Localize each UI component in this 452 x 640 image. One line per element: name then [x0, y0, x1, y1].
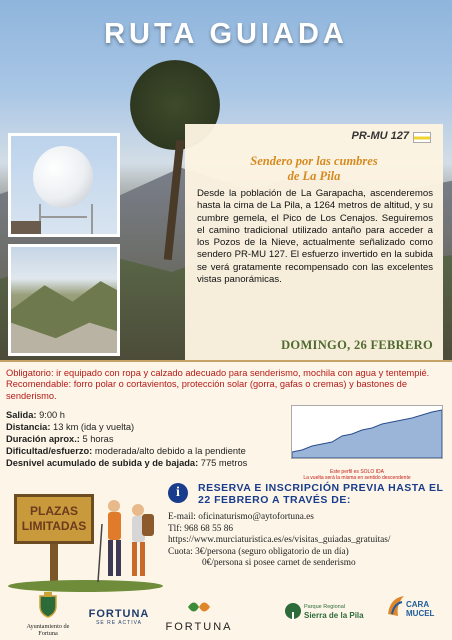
route-date: DOMINGO, 26 FEBRERO [281, 338, 433, 352]
detail-label: Distancia: [6, 422, 51, 432]
parque-line1: Parque Regional [304, 604, 345, 610]
elevation-area [292, 410, 442, 458]
detail-distancia [6, 422, 266, 433]
requirements-text: Obligatorio: ir equipado con ropa y calzado adecuado para senderismo, mochila con agua y tentempié. Recomendable: forro polar o cortavientos, protección solar (gorra, gafas o cremas) y bastones de senderismo. [6, 368, 430, 401]
parque-tree-icon [284, 602, 302, 622]
contact-url[interactable]: https://www.murciaturistica.es/es/visitas_guiadas_gratuitas/ [168, 535, 391, 546]
profile-note-1: Este perfil es SOLO IDA [330, 469, 384, 475]
ayuntamiento-line1: Ayuntamiento de [26, 623, 70, 630]
fortuna-leaf-icon [186, 598, 212, 616]
fee-line1: Cuota: 3€/persona (seguro obligatorio de un día) [168, 546, 349, 557]
elevation-profile [269, 401, 445, 481]
detail-label: Dificultad/esfuerzo: [6, 446, 93, 456]
divider [0, 360, 452, 362]
fortuna-title: FORTUNA [165, 621, 233, 633]
detail-label: Duración aprox.: [6, 434, 80, 444]
fortuna-activa-sub: SE RE ACTIVA [96, 620, 142, 626]
page-title: RUTA GUIADA [104, 18, 348, 50]
radar-dome-photo [8, 133, 120, 237]
rock-edge [11, 221, 41, 237]
detail-desnivel [6, 458, 306, 469]
detail-label: Salida: [6, 410, 37, 420]
route-code: PR-MU 127 [351, 130, 409, 142]
contact-email[interactable]: E-mail: oficinaturismo@aytofortuna.es [168, 512, 314, 522]
route-subtitle-line2: de La Pila [287, 169, 341, 183]
fortuna-activa-logo [84, 608, 154, 626]
radar-tower [39, 204, 93, 237]
coat-of-arms-icon [38, 592, 58, 618]
radar-dome [33, 146, 93, 208]
elevation-profile-plot [291, 405, 443, 459]
sign-line2: LIMITADAS [21, 519, 87, 533]
route-description: Desde la población de La Garapacha, ascenderemos hasta la cima de La Pila, a 1264 metros de altitud, y su cumbre gemela, el Pico de Los Cenajos. Seguiremos el camino tradicional utilizado antaño para acceder a los Pozos de la Nieve, actualmente señalizado como sendero PR-MU 127. El esfuerzo invertido en la subida se verá gratamente recompensado con las excelentes vistas panorámicas. [197, 188, 433, 286]
hikers-illustration [92, 494, 162, 586]
reservation-title-line2: 22 FEBRERO A TRAVÉS DE: [198, 494, 351, 506]
info-icon: i [168, 483, 188, 503]
fortuna-logo [158, 598, 240, 633]
caramucel-title: CARA MUCEL [406, 600, 435, 618]
fee-line2: 0€/persona si posee carnet de senderismo [202, 558, 356, 569]
contact-info [168, 512, 452, 570]
detail-value: moderada/alto debido a la pendiente [94, 446, 246, 456]
route-subtitle [185, 154, 443, 184]
profile-note-2: La vuelta será la misma en sentido descendente [303, 475, 411, 481]
radar-tower-crossbar [41, 216, 87, 218]
detail-label: Desnivel acumulado de subida y de bajada: [6, 458, 199, 468]
detail-salida [6, 410, 266, 421]
detail-value: 775 metros [200, 458, 248, 468]
route-subtitle-line1: Sendero por las cumbres [250, 154, 378, 168]
trail-marker-icon [413, 132, 431, 143]
reservation-title-line1: RESERVA E INSCRIPCIÓN PREVIA HASTA EL [198, 482, 444, 494]
mountain-view-photo [8, 244, 120, 356]
profile-note [269, 469, 445, 481]
detail-dificultad [6, 446, 266, 457]
caramucel-bird-icon [386, 594, 406, 618]
fortuna-activa-title: FORTUNA [88, 608, 150, 620]
footer-logos [0, 592, 452, 640]
contact-phone[interactable]: Tlf: 968 68 55 86 [168, 523, 234, 534]
detail-duracion [6, 434, 266, 445]
detail-value: 9:00 h [39, 410, 65, 420]
parque-line2: Sierra de la Pila [304, 611, 364, 620]
route-panel [185, 124, 443, 362]
detail-value: 5 horas [82, 434, 114, 444]
sign-line1: PLAZAS [30, 504, 78, 518]
limited-places-sign [14, 494, 94, 544]
ayuntamiento-line2: Fortuna [38, 630, 58, 637]
ayuntamiento-logo [18, 592, 78, 637]
reservation-title [198, 482, 448, 506]
detail-value: 13 km (ida y vuelta) [53, 422, 135, 432]
